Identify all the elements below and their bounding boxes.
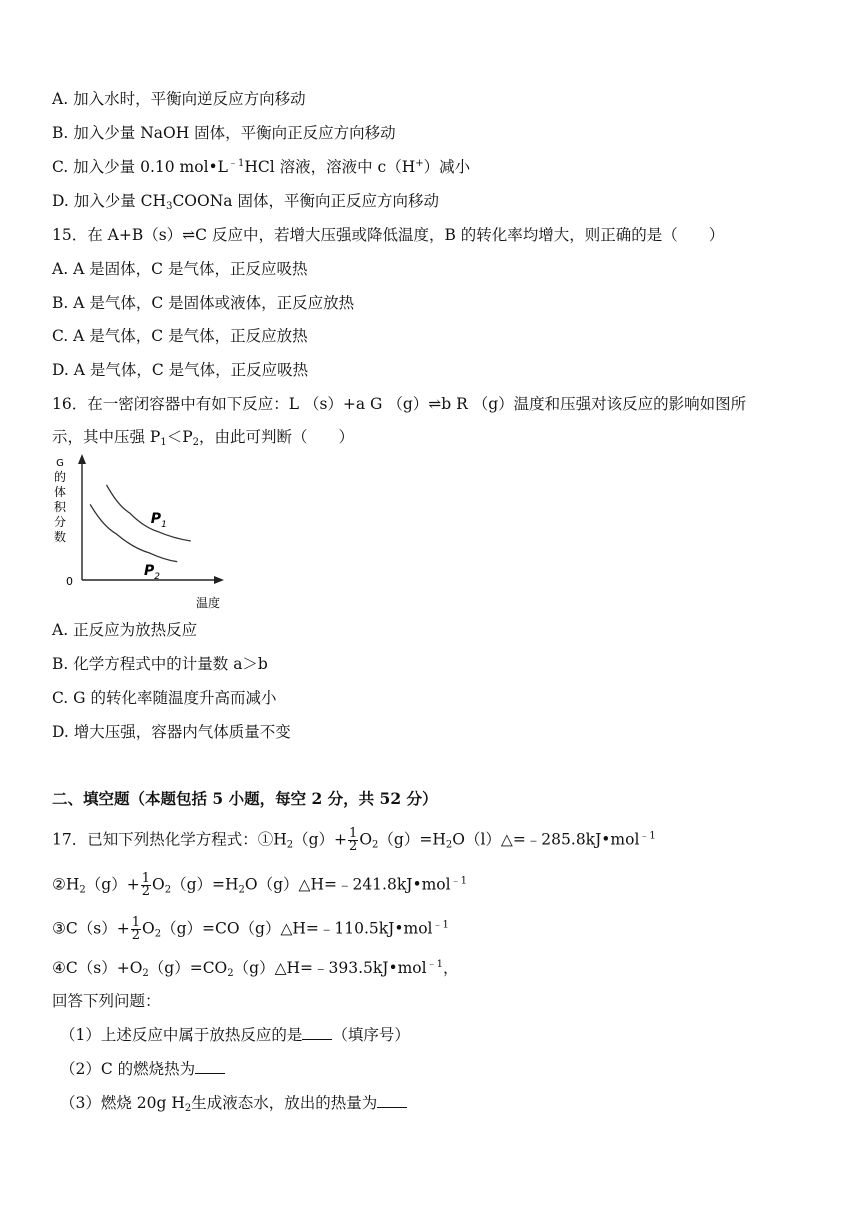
q15-option-c: C. A 是气体，C 是气体，正反应放热 [52,327,308,345]
x-axis-label: 温度 [196,596,221,610]
section-2-title: 二、填空题（本题包括 5 小题，每空 2 分，共 52 分） [52,789,438,808]
origin-label: 0 [66,575,73,588]
y-axis-label-char: 数 [53,530,67,544]
y-axis-label-char: 积 [53,500,67,514]
q16-stem-line2: 示，其中压强 $P_1<P_2$，由此可判断（ ） [52,428,355,448]
y-axis-label-char: G [56,458,64,469]
q17-sub-question-1: （1）上述反应中属于放热反应的是 （填序号） [60,1026,410,1044]
answer-blank[interactable] [377,1093,407,1108]
q17-answer-intro: 回答下列问题： [52,992,161,1010]
q15-option-a: A. A 是固体，C 是气体，正反应吸热 [52,260,308,278]
fraction-one-half: $\frac{1}{2}$ [131,915,140,943]
fraction-one-half: $\frac{1}{2}$ [141,871,150,899]
y-axis-label-char: 体 [53,485,67,499]
q15-stem: 15．在 A+B（s）⇌C 反应中，若增大压强或降低温度，B 的转化率均增大，则正确的是（ ） [52,226,725,244]
q15-option-d: D. A 是气体，C 是气体，正反应吸热 [52,361,309,379]
q17-sub-question-2: （2）C 的燃烧热为 [60,1059,225,1079]
q17-eq2: $②H_2(g)+$ $\frac{1}{2}$ $O_2(g)=H_2O(g)\triangle H=﹣241.8kJ•mol^{﹣1}$ [52,871,467,899]
y-axis-label [54,458,67,544]
q16-option-c: C. G 的转化率随温度升高而减小 [52,689,277,707]
series-p2-label: $P_2$ [144,563,160,583]
y-axis-arrow [78,454,86,464]
q17-sub-question-3: （3）燃烧 20g $H_2$生成液态水，放出的热量为 [60,1093,407,1113]
q16-chart [48,452,238,612]
q14-option-a: A. 加入水时，平衡向逆反应方向移动 [52,90,306,108]
q14-option-c: C. 加入少量 0.10 $mol•L^{﹣1}HCl$ 溶液，溶液中 c（H+）减小 [52,158,471,176]
answer-blank[interactable] [195,1059,225,1074]
q17-eq3: ③C（s）+ $\frac{1}{2}$ $O_2(g)=CO(g)\triangle H=﹣110.5kJ•mol^{﹣1}$ [52,915,449,943]
series-p1-label: $P_1$ [150,511,167,531]
q16-stem-line1: 16．在一密闭容器中有如下反应：L （s）+a G （g）⇌b R （g）温度和压强对该反应的影响如图所 [52,395,747,413]
q16-option-d: D. 增大压强，容器内气体质量不变 [52,723,291,741]
fraction-one-half: $\frac{1}{2}$ [349,826,358,854]
series-p2-curve [90,504,177,561]
q14-option-b: B. 加入少量 NaOH 固体，平衡向正反应方向移动 [52,124,396,142]
q15-option-b: B. A 是气体，C 是固体或液体，正反应放热 [52,294,355,312]
q14-option-d: D. 加入少量 $CH_3COONa$ 固体，平衡向正反应方向移动 [52,192,439,212]
y-axis-label-char: 分 [53,515,67,529]
q16-option-b: B. 化学方程式中的计量数 a＞b [52,655,268,673]
q17-eq1: 17．已知下列热化学方程式：$①H_2(g)+$ $\frac{1}{2}$ $O_2(g)=H_2O(l)\triangle=﹣285.8kJ•mol^{﹣1}$ [52,826,656,854]
y-axis-label-char: 的 [53,470,67,484]
q17-eq4: $④C(s)+O_2(g)=CO_2(g)\triangle H=﹣393.5kJ•mol^{﹣1}$， [52,959,459,979]
answer-blank[interactable] [302,1025,332,1040]
series-p1-curve [106,485,190,541]
x-axis-arrow [214,576,224,584]
q16-option-a: A. 正反应为放热反应 [52,621,198,639]
